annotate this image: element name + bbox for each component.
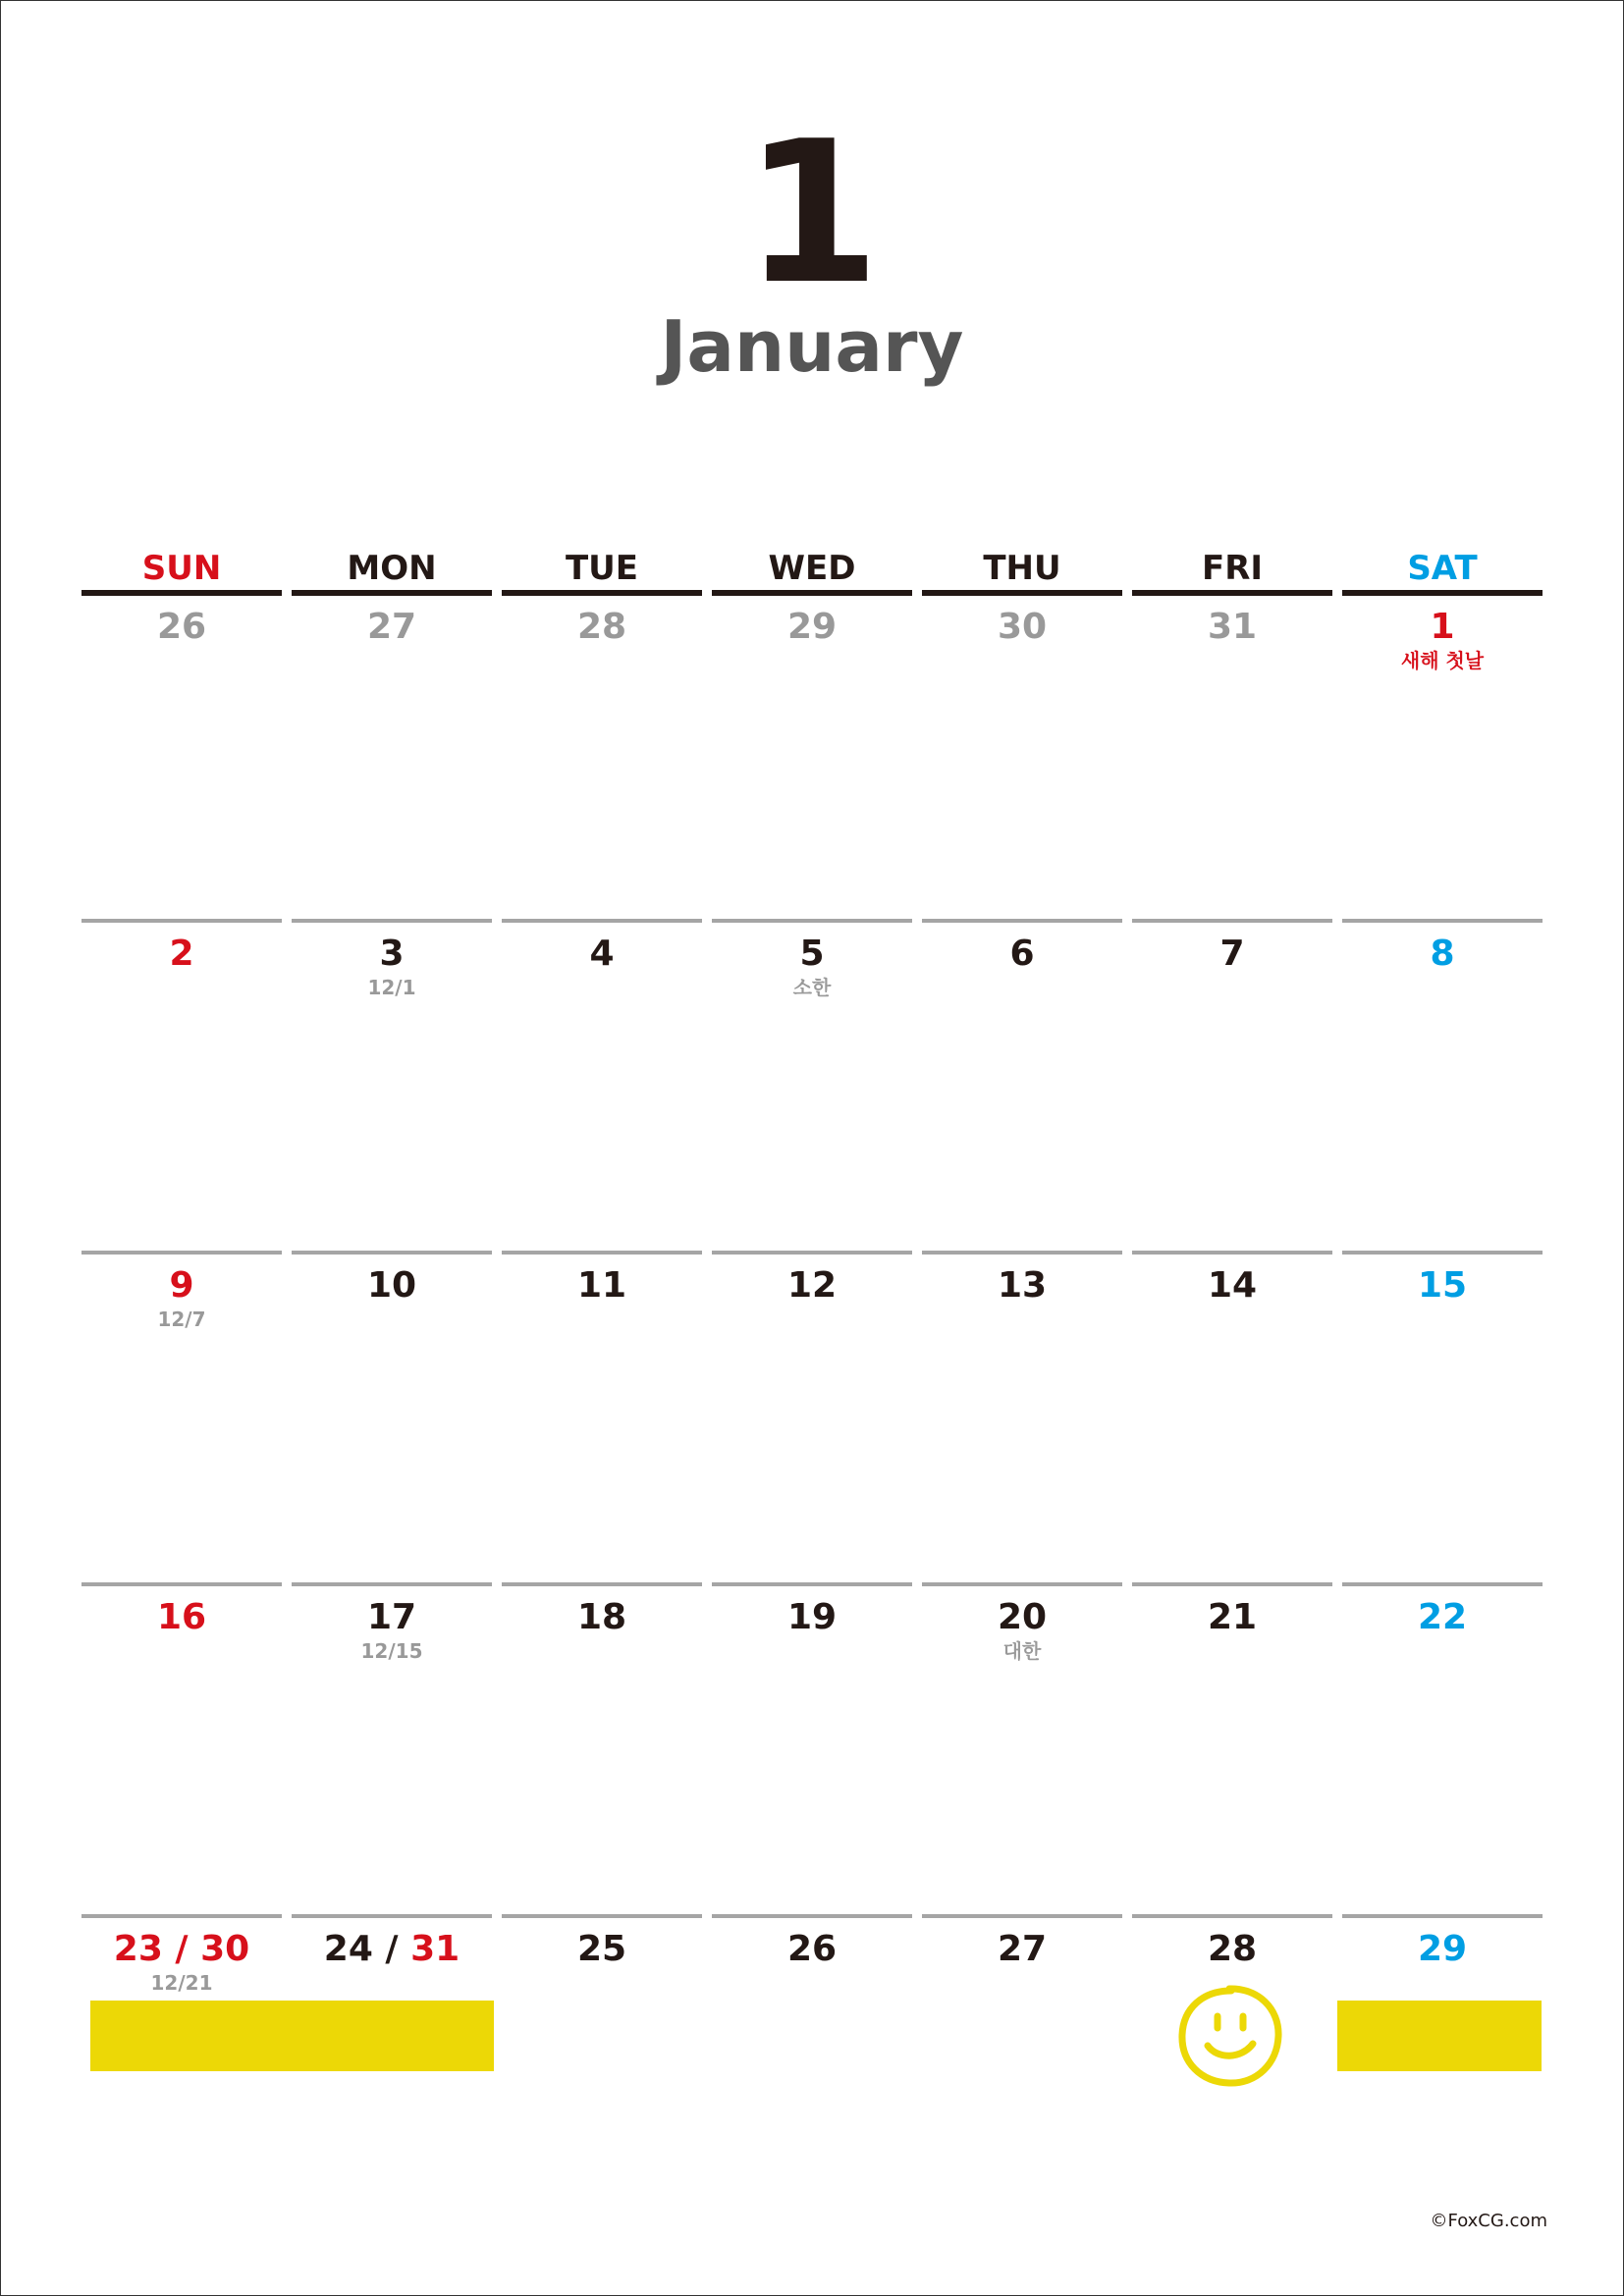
day-cell[interactable] xyxy=(922,596,1122,910)
highlight-bar-sun-mon xyxy=(90,2001,494,2071)
day-annotation: 12/21 xyxy=(150,1971,213,1995)
day-cell[interactable] xyxy=(81,923,282,1237)
day-cell[interactable] xyxy=(1342,1255,1543,1569)
day-number: 10 xyxy=(366,1265,417,1306)
day-cell[interactable] xyxy=(922,923,1122,1237)
day-number: 9 xyxy=(169,1265,194,1306)
day-annotation: 12/1 xyxy=(367,976,416,999)
day-cell[interactable] xyxy=(81,1918,282,2232)
day-number: 26 xyxy=(786,1929,838,1969)
day-cell[interactable] xyxy=(502,1255,702,1569)
day-cell[interactable] xyxy=(502,923,702,1237)
day-number: 15 xyxy=(1417,1265,1468,1306)
highlight-bar-sat xyxy=(1337,2001,1542,2071)
smiley-face-icon xyxy=(1174,1983,1284,2089)
copyright-credit: ©FoxCG.com xyxy=(1430,2211,1547,2231)
day-annotation: 12/15 xyxy=(360,1639,423,1663)
weekday-label-fri: FRI xyxy=(1201,549,1264,588)
day-cell[interactable] xyxy=(712,1255,912,1569)
day-number: 27 xyxy=(366,607,417,647)
day-number: 8 xyxy=(1430,934,1455,974)
weekday-label-mon: MON xyxy=(347,549,437,588)
day-cell[interactable] xyxy=(292,1586,492,1900)
day-number: 20 xyxy=(997,1597,1048,1637)
day-number: 16 xyxy=(156,1597,207,1637)
weekday-label-sun: SUN xyxy=(141,549,222,588)
day-cell[interactable] xyxy=(292,1918,492,2232)
day-cell[interactable] xyxy=(712,1918,912,2232)
day-annotation: 대한 xyxy=(1002,1639,1042,1663)
day-number: 28 xyxy=(576,607,627,647)
day-number: 31 xyxy=(1207,607,1258,647)
day-cell[interactable] xyxy=(1342,1918,1543,2232)
day-cell[interactable] xyxy=(1132,1586,1332,1900)
day-number: 17 xyxy=(366,1597,417,1637)
day-number: 27 xyxy=(997,1929,1048,1969)
day-cell[interactable] xyxy=(292,923,492,1237)
day-number: 6 xyxy=(1009,934,1035,974)
weekday-label-tue: TUE xyxy=(565,549,639,588)
day-number: 29 xyxy=(1417,1929,1468,1969)
day-cell[interactable] xyxy=(712,923,912,1237)
weekday-label-sat: SAT xyxy=(1407,549,1478,588)
day-number: 30 xyxy=(997,607,1048,647)
day-number: 14 xyxy=(1207,1265,1258,1306)
day-number: 13 xyxy=(997,1265,1048,1306)
day-cell[interactable] xyxy=(502,596,702,910)
day-annotation: 소한 xyxy=(792,976,832,999)
day-number: 25 xyxy=(576,1929,627,1969)
day-number-primary: 24 / xyxy=(323,1929,411,1969)
day-number: 18 xyxy=(576,1597,627,1637)
day-number: 19 xyxy=(786,1597,838,1637)
day-cell[interactable] xyxy=(81,596,282,910)
holiday-label: 새해 첫날 xyxy=(1400,649,1485,672)
day-cell[interactable] xyxy=(1132,923,1332,1237)
day-cell[interactable] xyxy=(922,1255,1122,1569)
day-number: 7 xyxy=(1219,934,1245,974)
day-number: 29 xyxy=(786,607,838,647)
day-number: 22 xyxy=(1417,1597,1468,1637)
day-cell[interactable] xyxy=(1342,1586,1543,1900)
day-cell[interactable] xyxy=(502,1586,702,1900)
day-cell[interactable] xyxy=(81,1586,282,1900)
day-cell[interactable] xyxy=(81,1255,282,1569)
day-number: 3 xyxy=(379,934,405,974)
day-number: 5 xyxy=(799,934,825,974)
day-number: 28 xyxy=(1207,1929,1258,1969)
day-cell[interactable] xyxy=(502,1918,702,2232)
day-number: 11 xyxy=(576,1265,627,1306)
day-number: 21 xyxy=(1207,1597,1258,1637)
day-cell[interactable] xyxy=(1342,596,1543,910)
day-cell[interactable] xyxy=(922,1586,1122,1900)
day-cell[interactable] xyxy=(1132,1255,1332,1569)
day-number: 26 xyxy=(156,607,207,647)
month-number: 1 xyxy=(743,99,881,328)
day-number: 1 xyxy=(1430,607,1455,647)
month-name: January xyxy=(660,305,964,388)
day-cell[interactable] xyxy=(712,596,912,910)
day-cell[interactable] xyxy=(712,1586,912,1900)
day-number: 4 xyxy=(589,934,615,974)
day-number-secondary: 31 xyxy=(410,1929,460,1969)
day-cell[interactable] xyxy=(922,1918,1122,2232)
day-number: 12 xyxy=(786,1265,838,1306)
day-number xyxy=(292,1928,492,1971)
day-cell[interactable] xyxy=(292,1255,492,1569)
day-cell[interactable] xyxy=(292,596,492,910)
day-annotation: 12/7 xyxy=(157,1308,206,1331)
day-number: 23 / 30 xyxy=(113,1929,250,1969)
day-cell[interactable] xyxy=(1342,923,1543,1237)
weekday-label-thu: THU xyxy=(983,549,1061,588)
weekday-label-wed: WED xyxy=(768,549,856,588)
day-number: 2 xyxy=(169,934,194,974)
day-cell[interactable] xyxy=(1132,596,1332,910)
